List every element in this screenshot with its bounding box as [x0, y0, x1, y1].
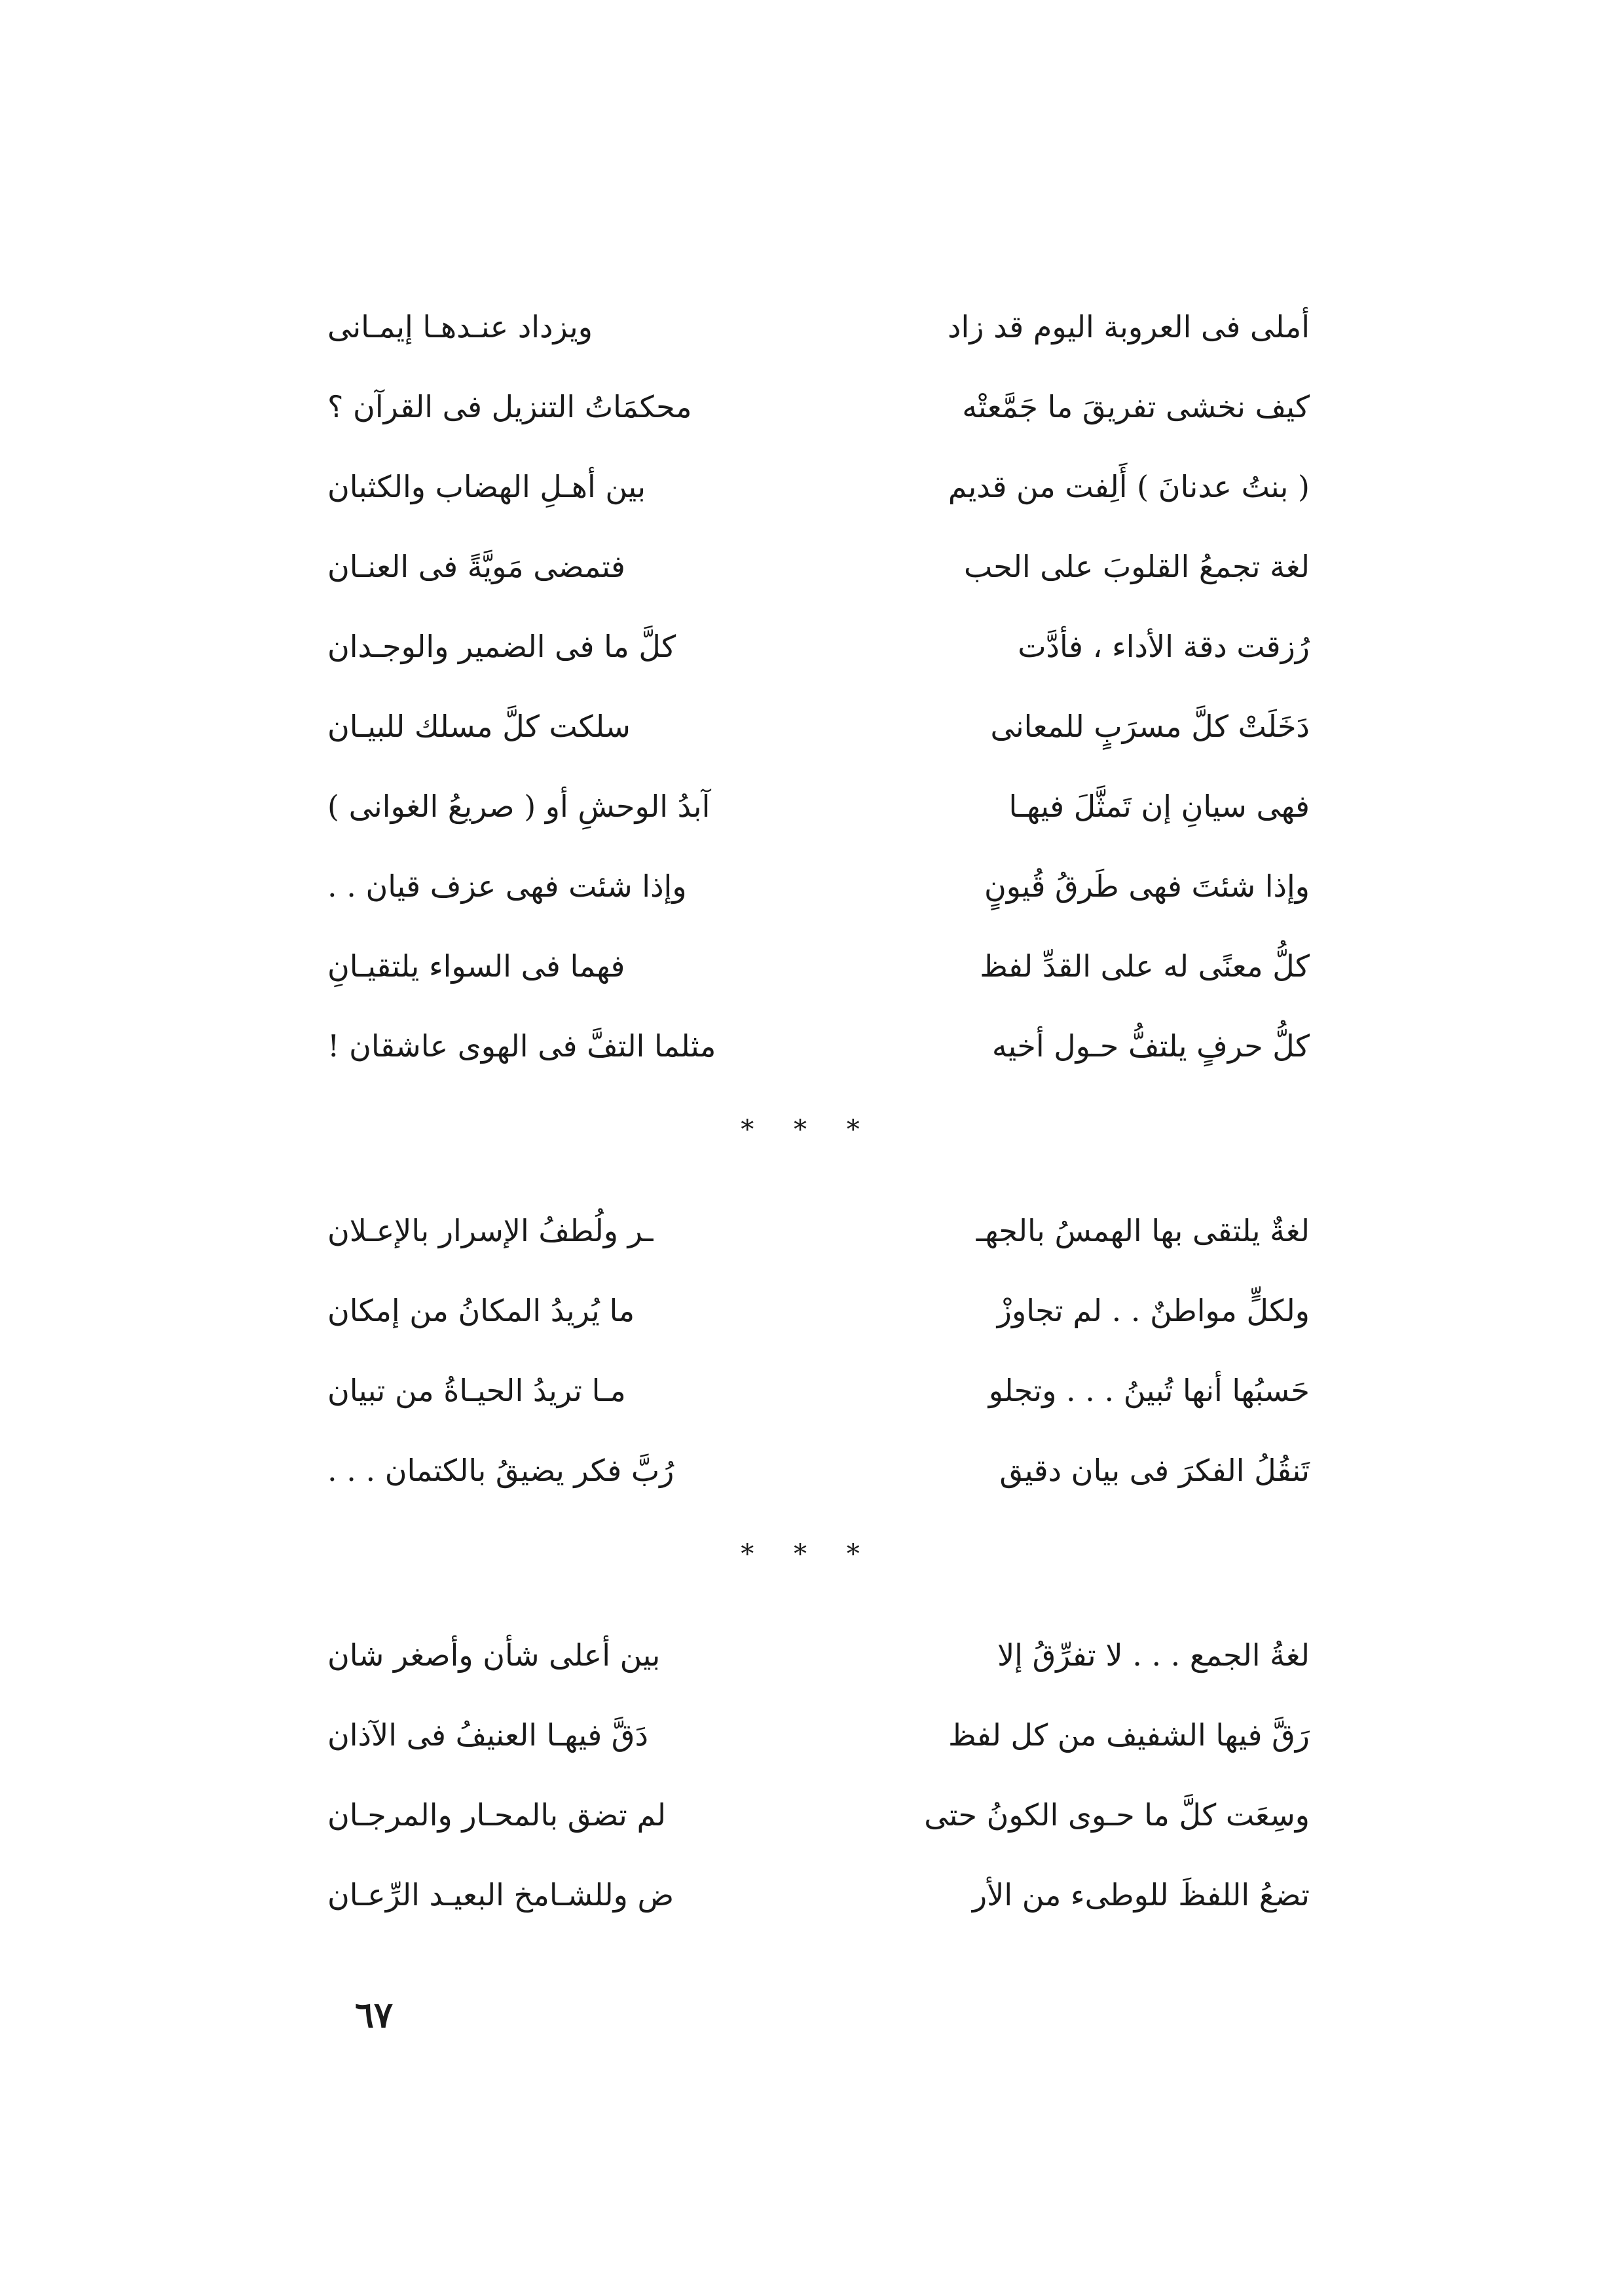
verse [327, 926, 1310, 1006]
verse-second-hemistich: آبدُ الوحشِ أو ( صريعُ الغوانى ) [327, 789, 710, 824]
verse-second-hemistich: مثلما التفَّ فى الهوى عاشقان ! [327, 1028, 716, 1064]
verse-first-hemistich: ( بنتُ عدنانَ ) أَلِفت من قديم [948, 469, 1310, 504]
verse-first-hemistich: أملى فى العروبة اليوم قد زاد [947, 309, 1310, 345]
verse-second-hemistich: ويزداد عنـدهـا إيمـانى [327, 309, 593, 345]
verse-second-hemistich: دَقَّ فيهـا العنيفُ فى الآذان [327, 1717, 648, 1753]
verse [327, 1351, 1310, 1430]
verse-first-hemistich: تضعُ اللفظَ للوطىء من الأر [972, 1877, 1310, 1912]
verse-first-hemistich: فهى سيانِ إن تَمثَّلَ فيهـا [1008, 789, 1310, 824]
verse [327, 1271, 1310, 1351]
verse-first-hemistich: دَخَلَتْ كلَّ مسرَبٍ للمعانى [990, 709, 1310, 744]
verse-first-hemistich: لغة تجمعُ القلوبَ على الحب [964, 549, 1310, 584]
verse [327, 367, 1310, 447]
verse [327, 447, 1310, 527]
verse [327, 287, 1310, 367]
verse-second-hemistich: بين أعلى شأن وأصغر شان [327, 1637, 661, 1673]
verse [327, 1191, 1310, 1271]
verse-first-hemistich: كلُّ معنًى له على القدِّ لفظ [980, 948, 1310, 984]
verse [327, 1855, 1310, 1935]
stanza-1 [327, 287, 1310, 1086]
verse-second-hemistich: كلَّ ما فى الضمير والوجـدان [327, 629, 676, 664]
verse [327, 1615, 1310, 1695]
section-separator: * * * [741, 1115, 876, 1145]
verse-first-hemistich: كيف نخشى تفريقَ ما جَمَّعتْه [962, 389, 1310, 424]
verse-second-hemistich: بين أهـلِ الهضاب والكثبان [327, 469, 646, 504]
verse [327, 846, 1310, 926]
stanza-3 [327, 1615, 1310, 1935]
verse-first-hemistich: ولكلٍّ مواطنٌ . . لم تجاوزْ [997, 1293, 1310, 1328]
verse-first-hemistich: وإذا شئتَ فهى طَرقُ قُيونٍ [984, 868, 1310, 904]
verse-first-hemistich: كلُّ حرفٍ يلتفُّ حـول أخيه [991, 1028, 1310, 1064]
verse [327, 606, 1310, 686]
verse-second-hemistich: لم تضق بالمحـار والمرجـان [327, 1797, 667, 1833]
verse-second-hemistich: فتمضى مَويَّةً فى العنـان [327, 549, 625, 584]
verse [327, 1695, 1310, 1775]
verse-first-hemistich: رَقَّ فيها الشفيف من كل لفظ [948, 1717, 1310, 1753]
verse-second-hemistich: ما يُريدُ المكانُ من إمكان [327, 1293, 635, 1328]
verse-first-hemistich: وسِعَت كلَّ ما حـوى الكونُ حتى [924, 1797, 1310, 1833]
verse [327, 686, 1310, 766]
page-number: ٦٧ [355, 1994, 394, 2036]
stanza-2 [327, 1191, 1310, 1510]
verse [327, 1430, 1310, 1510]
verse-second-hemistich: رُبَّ فكر يضيقُ بالكتمان . . . [327, 1453, 674, 1488]
verse [327, 1006, 1310, 1086]
verse-second-hemistich: ـر ولُطفُ الإسرار بالإعـلان [327, 1213, 654, 1248]
verse [327, 527, 1310, 606]
verse-second-hemistich: سلكت كلَّ مسلك للبيـان [327, 709, 631, 744]
verse-first-hemistich: لغةٌ يلتقى بها الهمسُ بالجهـ [976, 1213, 1310, 1248]
verse-first-hemistich: حَسبُها أنها تُبينُ . . . وتجلو [988, 1373, 1310, 1408]
verse-first-hemistich: رُزقت دقة الأداء ، فأدَّت [1018, 629, 1310, 664]
verse-second-hemistich: ض وللشـامخ البعيـد الرِّعـان [327, 1877, 674, 1912]
verse-second-hemistich: فهما فى السواء يلتقيـانِ [327, 948, 625, 984]
verse [327, 1775, 1310, 1855]
verse-second-hemistich: وإذا شئت فهى عزف قيان . . [327, 868, 687, 904]
verse-second-hemistich: محكمَاتُ التنزيل فى القرآن ؟ [327, 389, 692, 424]
section-separator: * * * [741, 1539, 876, 1569]
verse-second-hemistich: مـا تريدُ الحيـاةُ من تبيان [327, 1373, 626, 1408]
verse [327, 766, 1310, 846]
verse-first-hemistich: لغةُ الجمع . . . لا تفرِّقُ إلا [997, 1637, 1310, 1673]
verse-first-hemistich: تَنقُلُ الفكرَ فى بيان دقيق [999, 1453, 1310, 1488]
